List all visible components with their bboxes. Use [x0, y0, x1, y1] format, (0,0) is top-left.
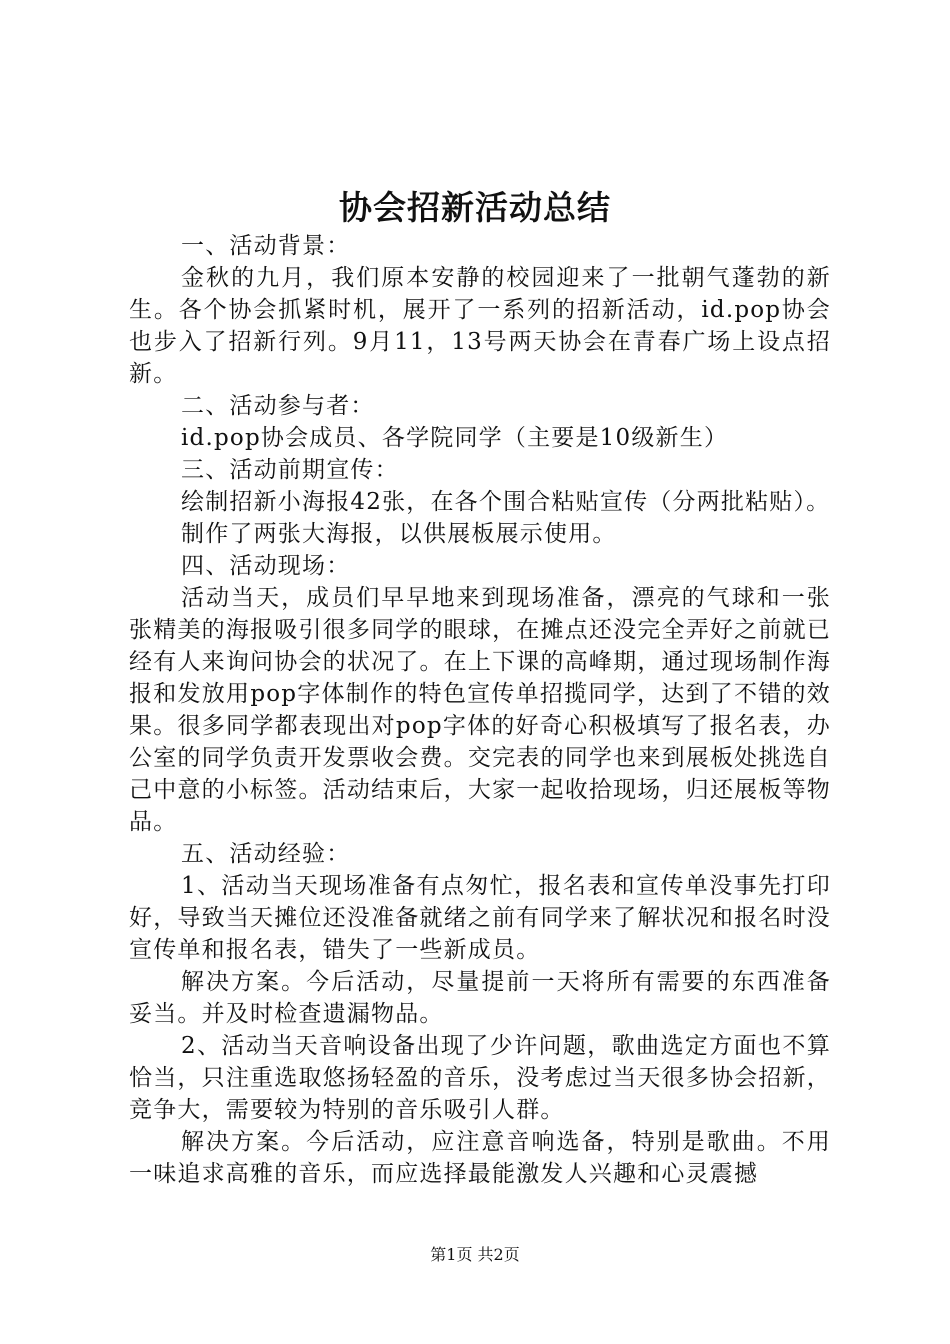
section-heading-experience: 五、活动经验： — [181, 841, 351, 867]
paragraph-onsite: 活动当天，成员们早早地来到现场准备，漂亮的气球和一张张精美的海报吸引很多同学的眼球，在摊点还没完全弄好之前就已经有人来询问协会的状况了。在上下课的高峰期，通过现场制作海报和发放用pop字体制作的特色宣传单招揽同学，达到了不错的效果。很多同学都表现出对pop字体的好奇心积极填写了报名表，办公室的同学负责开发票收会费。交完表的同学也来到展板处挑选自己中意的小标签。活动结束后，大家一起收拾现场，归还展板等物品。 — [129, 585, 831, 835]
section-heading-onsite: 四、活动现场： — [181, 553, 351, 579]
paragraph-publicity-posters: 绘制招新小海报42张，在各个围合粘贴宣传（分两批粘贴）。 — [181, 489, 831, 515]
paragraph-solution-2: 解决方案。今后活动，应注意音响选备，特别是歌曲。不用一味追求高雅的音乐，而应选择最能激发人兴趣和心灵震撼 — [129, 1129, 831, 1187]
section-heading-participants: 二、活动参与者： — [181, 393, 375, 419]
document-body — [129, 230, 831, 1190]
paragraph-solution-1: 解决方案。今后活动，尽量提前一天将所有需要的东西准备妥当。并及时检查遗漏物品。 — [129, 969, 831, 1027]
paragraph-publicity-boards: 制作了两张大海报，以供展板展示使用。 — [181, 521, 617, 547]
paragraph-experience-2: 2、活动当天音响设备出现了少许问题，歌曲选定方面也不算恰当，只注重选取悠扬轻盈的音乐，没考虑过当天很多协会招新，竞争大，需要较为特别的音乐吸引人群。 — [129, 1033, 831, 1123]
section-heading-publicity: 三、活动前期宣传： — [181, 457, 399, 483]
document-title: 协会招新活动总结 — [339, 188, 611, 227]
section-heading-background: 一、活动背景： — [181, 233, 351, 259]
paragraph-experience-1: 1、活动当天现场准备有点匆忙，报名表和宣传单没事先打印好，导致当天摊位还没准备就绪之前有同学来了解状况和报名时没宣传单和报名表，错失了一些新成员。 — [129, 873, 831, 963]
paragraph-background: 金秋的九月，我们原本安静的校园迎来了一批朝气蓬勃的新生。各个协会抓紧时机，展开了一系列的招新活动，id.pop协会也步入了招新行列。9月11，13号两天协会在青春广场上设点招新。 — [129, 265, 831, 387]
paragraph-participants: id.pop协会成员、各学院同学（主要是10级新生） — [181, 425, 729, 451]
page-number-footer: 第1页 共2页 — [430, 1245, 520, 1264]
